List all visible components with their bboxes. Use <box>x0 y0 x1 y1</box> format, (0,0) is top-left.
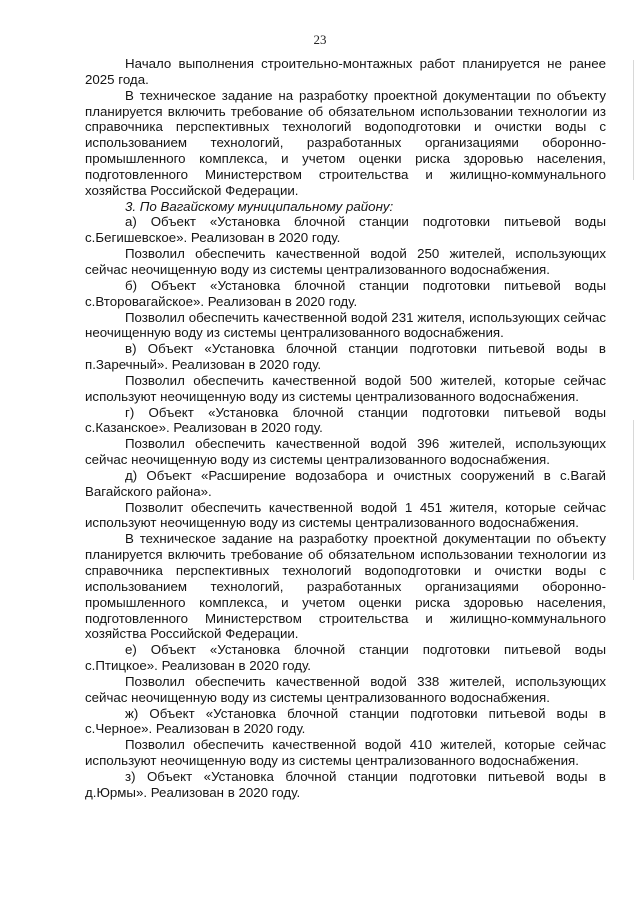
paragraph-object-g: г) Объект «Установка блочной станции подготовки питьевой воды с.Казанское». Реализован в 2020 году. <box>85 404 606 436</box>
paragraph-object-zh: ж) Объект «Установка блочной станции подготовки питьевой воды в с.Черное». Реализован в 2020 году. <box>85 705 606 737</box>
paragraph-object-z: з) Объект «Установка блочной станции подготовки питьевой воды в д.Юрмы». Реализован в 2020 году. <box>85 768 606 800</box>
paragraph-object-a: а) Объект «Установка блочной станции подготовки питьевой воды с.Бегишевское». Реализован в 2020 году. <box>85 214 606 246</box>
paragraph-construction-start: Начало выполнения строительно-монтажных работ планируется не ранее 2025 года. <box>85 56 606 87</box>
paragraph-object-b-result: Позволил обеспечить качественной водой 231 жителя, использующих сейчас неочищенную воду из системы централизованного водоснабжения. <box>85 309 606 341</box>
page-number: 23 <box>313 32 327 47</box>
paragraph-object-e-result: Позволил обеспечить качественной водой 338 жителей, использующих сейчас неочищенную воду из системы централизованного водоснабжения. <box>85 673 606 705</box>
paragraph-object-g-result: Позволил обеспечить качественной водой 396 жителей, использующих сейчас неочищенную воду из системы централизованного водоснабжения. <box>85 436 606 468</box>
paragraph-object-d: д) Объект «Расширение водозабора и очистных сооружений в с.Вагай Вагайского района». <box>85 467 606 499</box>
paragraph-object-e: е) Объект «Установка блочной станции подготовки питьевой воды с.Птицкое». Реализован в 2020 году. <box>85 642 606 674</box>
scan-edge-mark <box>633 420 634 580</box>
paragraph-technical-task: В техническое задание на разработку проектной документации по объекту планируется включить требование об обязательном использовании технологии из справочника перспективных технологий водоподготовки и очистки воды с использованием технологий, разработанных организациями оборонно-промышленного комплекса, и учетом оценки риска здоровью населения, подготовленного Министерством строительства и жилищно-коммунального хозяйства Российской Федерации. <box>85 87 606 198</box>
paragraph-object-v-result: Позволил обеспечить качественной водой 500 жителей, которые сейчас используют неочищенную воду из системы централизованного водоснабжения. <box>85 372 606 404</box>
paragraph-technical-task-2: В техническое задание на разработку проектной документации по объекту планируется включить требование об обязательном использовании технологии из справочника перспективных технологий водоподготовки и очистки воды с использованием технологий, разработанных организациями оборонно-промышленного комплекса, и учетом оценки риска здоровью населения, подготовленного Министерством строительства и жилищно-коммунального хозяйства Российской Федерации. <box>85 531 606 642</box>
paragraph-object-v: в) Объект «Установка блочной станции подготовки питьевой воды в п.Заречный». Реализован в 2020 году. <box>85 341 606 373</box>
paragraph-object-d-result: Позволит обеспечить качественной водой 1 451 жителя, которые сейчас используют неочищенную воду из системы централизованного водоснабжения. <box>85 499 606 531</box>
document-body <box>85 56 606 801</box>
paragraph-object-zh-result: Позволил обеспечить качественной водой 410 жителей, которые сейчас используют неочищенную воду из системы централизованного водоснабжения. <box>85 737 606 769</box>
paragraph-object-a-result: Позволил обеспечить качественной водой 250 жителей, использующих сейчас неочищенную воду из системы централизованного водоснабжения. <box>85 246 606 277</box>
scan-edge-mark <box>633 60 634 180</box>
paragraph-object-b: б) Объект «Установка блочной станции подготовки питьевой воды с.Второвагайское». Реализован в 2020 году. <box>85 277 606 309</box>
section-heading-vagaisky-district: 3. По Вагайскому муниципальному району: <box>125 198 394 214</box>
